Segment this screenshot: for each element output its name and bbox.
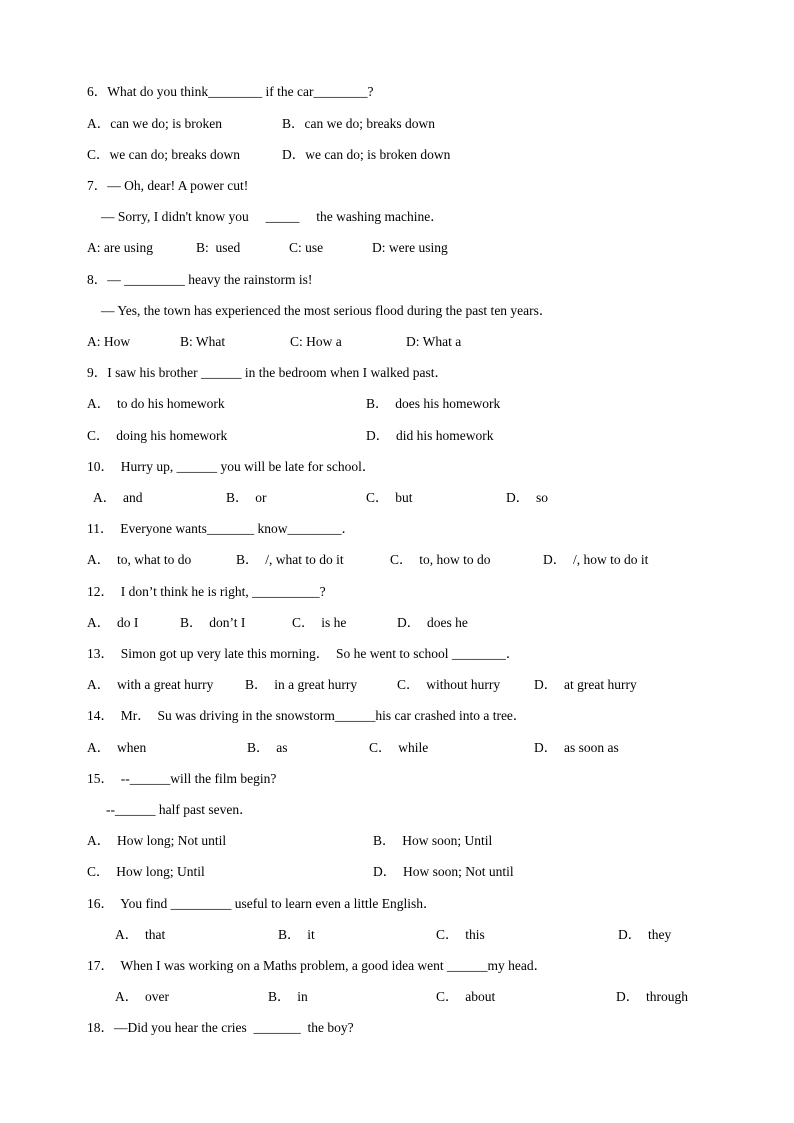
- question-7-option-a[interactable]: A: are using: [87, 240, 153, 255]
- question-7-option-b[interactable]: B: used: [196, 240, 241, 255]
- question-8-option-d[interactable]: D: What a: [406, 334, 462, 349]
- question-7-stem: 7．— Oh, dear! A power cut!: [87, 178, 249, 193]
- question-12-option-b[interactable]: B． don’t I: [180, 615, 246, 630]
- question-14-option-a[interactable]: A． when: [87, 740, 147, 755]
- question-6-option-c[interactable]: C．we can do; breaks down: [87, 147, 240, 162]
- question-14-option-b[interactable]: B． as: [247, 740, 288, 755]
- question-13-stem: 13． Simon got up very late this morning． So he went to school ________．: [87, 646, 520, 661]
- question-16-option-d[interactable]: D． they: [618, 927, 672, 942]
- question-16-option-c[interactable]: C． this: [436, 927, 485, 942]
- question-14-option-d[interactable]: D． as soon as: [534, 740, 619, 755]
- question-17-stem: 17． When I was working on a Maths problem, a good idea went ______my head．: [87, 958, 548, 973]
- question-6-option-b[interactable]: B．can we do; breaks down: [282, 116, 435, 131]
- question-7-option-d[interactable]: D: were using: [372, 240, 448, 255]
- question-10-option-b[interactable]: B． or: [226, 490, 267, 505]
- question-12-option-c[interactable]: C． is he: [292, 615, 347, 630]
- question-15-stem-reply: --______ half past seven．: [106, 802, 253, 817]
- question-17-option-a[interactable]: A． over: [115, 989, 169, 1004]
- question-14-option-c[interactable]: C． while: [369, 740, 429, 755]
- question-15-option-c[interactable]: C． How long; Until: [87, 864, 205, 879]
- question-11-option-b[interactable]: B． /, what to do it: [236, 552, 344, 567]
- question-8-stem: 8．— _________ heavy the rainstorm is!: [87, 272, 313, 287]
- question-8-option-b[interactable]: B: What: [180, 334, 226, 349]
- question-9-option-b[interactable]: B． does his homework: [366, 396, 501, 411]
- question-18-stem: 18．—Did you hear the cries _______ the boy?: [87, 1020, 354, 1035]
- question-10-stem: 10． Hurry up, ______ you will be late for school．: [87, 459, 376, 474]
- question-6-stem: 6．What do you think________ if the car________?: [87, 84, 374, 99]
- question-9-option-c[interactable]: C． doing his homework: [87, 428, 228, 443]
- question-16-option-a[interactable]: A． that: [115, 927, 166, 942]
- question-16-option-b[interactable]: B． it: [278, 927, 315, 942]
- question-7-stem-reply: — Sorry, I didn't know you _____ the washing machine．: [101, 209, 444, 224]
- question-9-option-d[interactable]: D． did his homework: [366, 428, 494, 443]
- question-7-option-c[interactable]: C: use: [289, 240, 324, 255]
- question-10-option-d[interactable]: D． so: [506, 490, 549, 505]
- question-6-option-a[interactable]: A．can we do; is broken: [87, 116, 222, 131]
- question-17-option-b[interactable]: B． in: [268, 989, 308, 1004]
- question-11-option-c[interactable]: C． to, how to do: [390, 552, 491, 567]
- question-10-option-c[interactable]: C． but: [366, 490, 413, 505]
- question-13-option-a[interactable]: A． with a great hurry: [87, 677, 214, 692]
- question-8-option-a[interactable]: A: How: [87, 334, 131, 349]
- question-12-stem: 12． I don’t think he is right, __________?: [87, 584, 326, 599]
- question-15-option-a[interactable]: A． How long; Not until: [87, 833, 227, 848]
- question-9-stem: 9．I saw his brother ______ in the bedroom when I walked past．: [87, 365, 449, 380]
- question-10-option-a[interactable]: A． and: [93, 490, 143, 505]
- question-13-option-d[interactable]: D． at great hurry: [534, 677, 637, 692]
- question-12-option-d[interactable]: D． does he: [397, 615, 468, 630]
- question-11-stem: 11． Everyone wants_______ know________．: [87, 521, 355, 536]
- question-13-option-c[interactable]: C． without hurry: [397, 677, 501, 692]
- question-17-option-c[interactable]: C． about: [436, 989, 496, 1004]
- question-9-option-a[interactable]: A． to do his homework: [87, 396, 225, 411]
- question-8-stem-reply: — Yes, the town has experienced the most serious flood during the past ten years．: [101, 303, 553, 318]
- question-11-option-a[interactable]: A． to, what to do: [87, 552, 192, 567]
- question-12-option-a[interactable]: A． do I: [87, 615, 139, 630]
- question-6-option-d[interactable]: D．we can do; is broken down: [282, 147, 451, 162]
- question-17-option-d[interactable]: D． through: [616, 989, 688, 1004]
- question-15-option-d[interactable]: D． How soon; Not until: [373, 864, 514, 879]
- question-8-option-c[interactable]: C: How a: [290, 334, 342, 349]
- question-14-stem: 14． Mr． Su was driving in the snowstorm______his car crashed into a tree．: [87, 708, 527, 723]
- question-15-option-b[interactable]: B． How soon; Until: [373, 833, 493, 848]
- question-11-option-d[interactable]: D． /, how to do it: [543, 552, 649, 567]
- question-15-stem: 15． --______will the film begin?: [87, 771, 277, 786]
- question-13-option-b[interactable]: B． in a great hurry: [245, 677, 358, 692]
- question-16-stem: 16． You find _________ useful to learn even a little English．: [87, 896, 437, 911]
